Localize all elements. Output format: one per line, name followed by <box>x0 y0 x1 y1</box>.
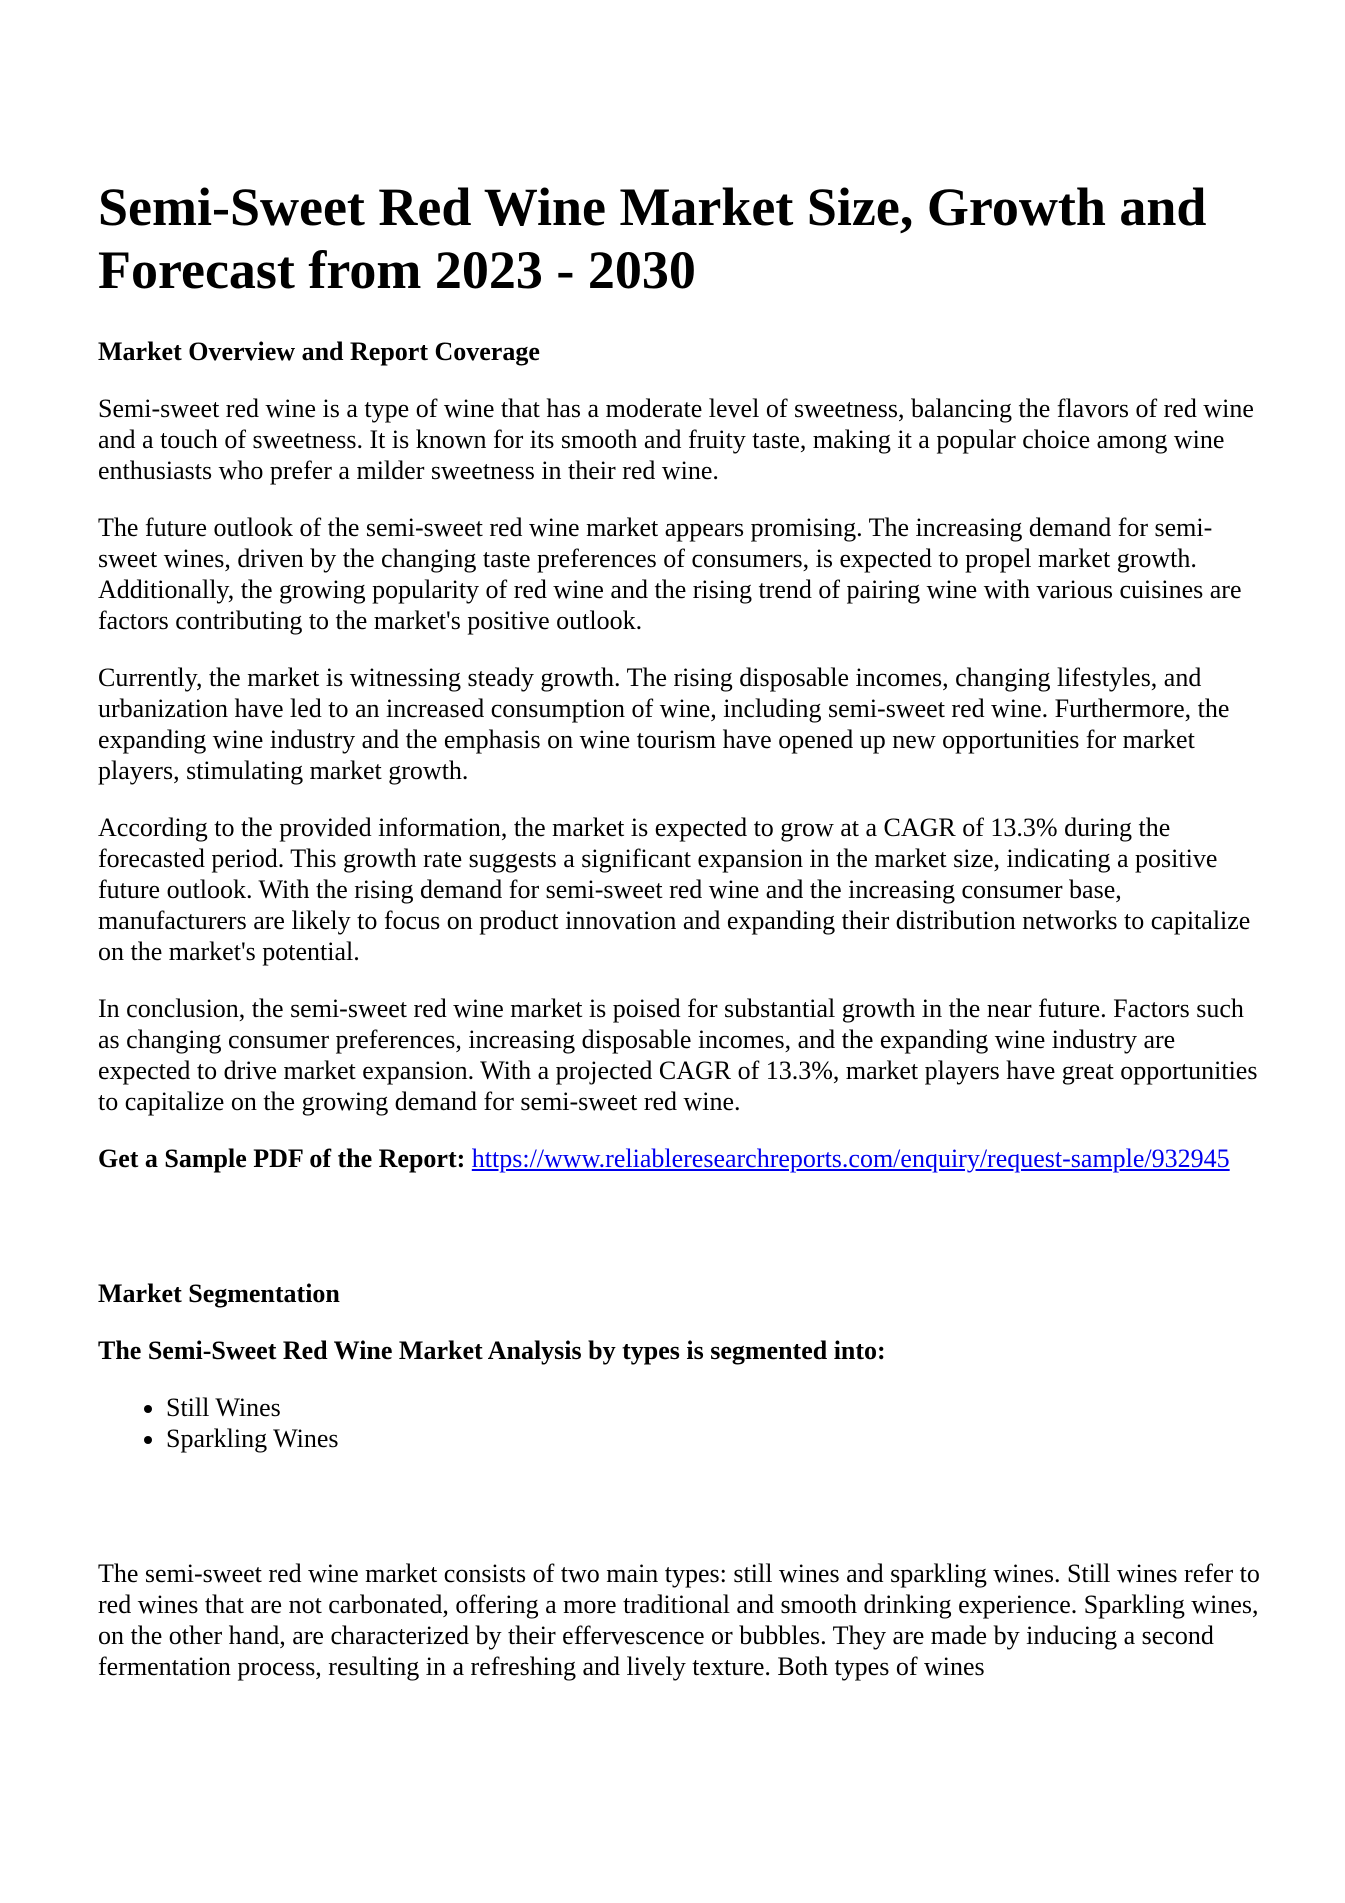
types-list <box>98 1392 1267 1454</box>
spacer <box>98 1200 1267 1278</box>
types-heading: The Semi-Sweet Red Wine Market Analysis by types is segmented into: <box>98 1336 886 1365</box>
list-item: • Sparkling Wines <box>166 1423 1267 1454</box>
sample-pdf-label: Get a Sample PDF of the Report: <box>98 1144 466 1173</box>
segmentation-heading: Market Segmentation <box>98 1279 340 1308</box>
types-paragraph: The semi-sweet red wine market consists of two main types: still wines and sparkling wines. Still wines refer to red wines that are not carbonated, offering a more traditional and smooth drinking experience. Sparkling wines, on the other hand, are characterized by their effervescence or bubbles. They are made by inducing a second fermentation process, resulting in a refreshing and lively texture. Both types of wines <box>98 1559 1260 1681</box>
overview-heading: Market Overview and Report Coverage <box>98 337 540 366</box>
overview-paragraph-1: Semi-sweet red wine is a type of wine that has a moderate level of sweetness, balancing the flavors of red wine and a touch of sweetness. It is known for its smooth and fruity taste, making it a popular choice among wine enthusiasts who prefer a milder sweetness in their red wine. <box>98 394 1254 485</box>
overview-paragraph-2: The future outlook of the semi-sweet red wine market appears promising. The increasing demand for semi-sweet wines, driven by the changing taste preferences of consumers, is expected to propel market growth. Additionally, the growing popularity of red wine and the rising trend of pairing wine with various cuisines are factors contributing to the market's positive outlook. <box>98 513 1242 635</box>
overview-paragraph-4: According to the provided information, the market is expected to grow at a CAGR of 13.3% during the forecasted period. This growth rate suggests a significant expansion in the market size, indicating a positive future outlook. With the rising demand for semi-sweet red wine and the increasing consumer base, manufacturers are likely to focus on product innovation and expanding their distribution networks to capitalize on the market's potential. <box>98 813 1251 966</box>
overview-paragraph-3: Currently, the market is witnessing steady growth. The rising disposable incomes, changing lifestyles, and urbanization have led to an increased consumption of wine, including semi-sweet red wine. Furthermore, the expanding wine industry and the emphasis on wine tourism have opened up new opportunities for market players, stimulating market growth. <box>98 663 1230 785</box>
spacer <box>98 1480 1267 1558</box>
list-item: • Still Wines <box>166 1392 1267 1423</box>
sample-pdf-line <box>98 1143 1267 1174</box>
sample-pdf-link[interactable]: https://www.reliableresearchreports.com/enquiry/request-sample/932945 <box>471 1144 1230 1173</box>
page-title: Semi-Sweet Red Wine Market Size, Growth and Forecast from 2023 - 2030 <box>98 177 1207 300</box>
overview-paragraph-5: In conclusion, the semi-sweet red wine market is poised for substantial growth in the near future. Factors such as changing consumer preferences, increasing disposable incomes, and the expanding wine industry are expected to drive market expansion. With a projected CAGR of 13.3%, market players have great opportunities to capitalize on the growing demand for semi-sweet red wine. <box>98 994 1258 1116</box>
